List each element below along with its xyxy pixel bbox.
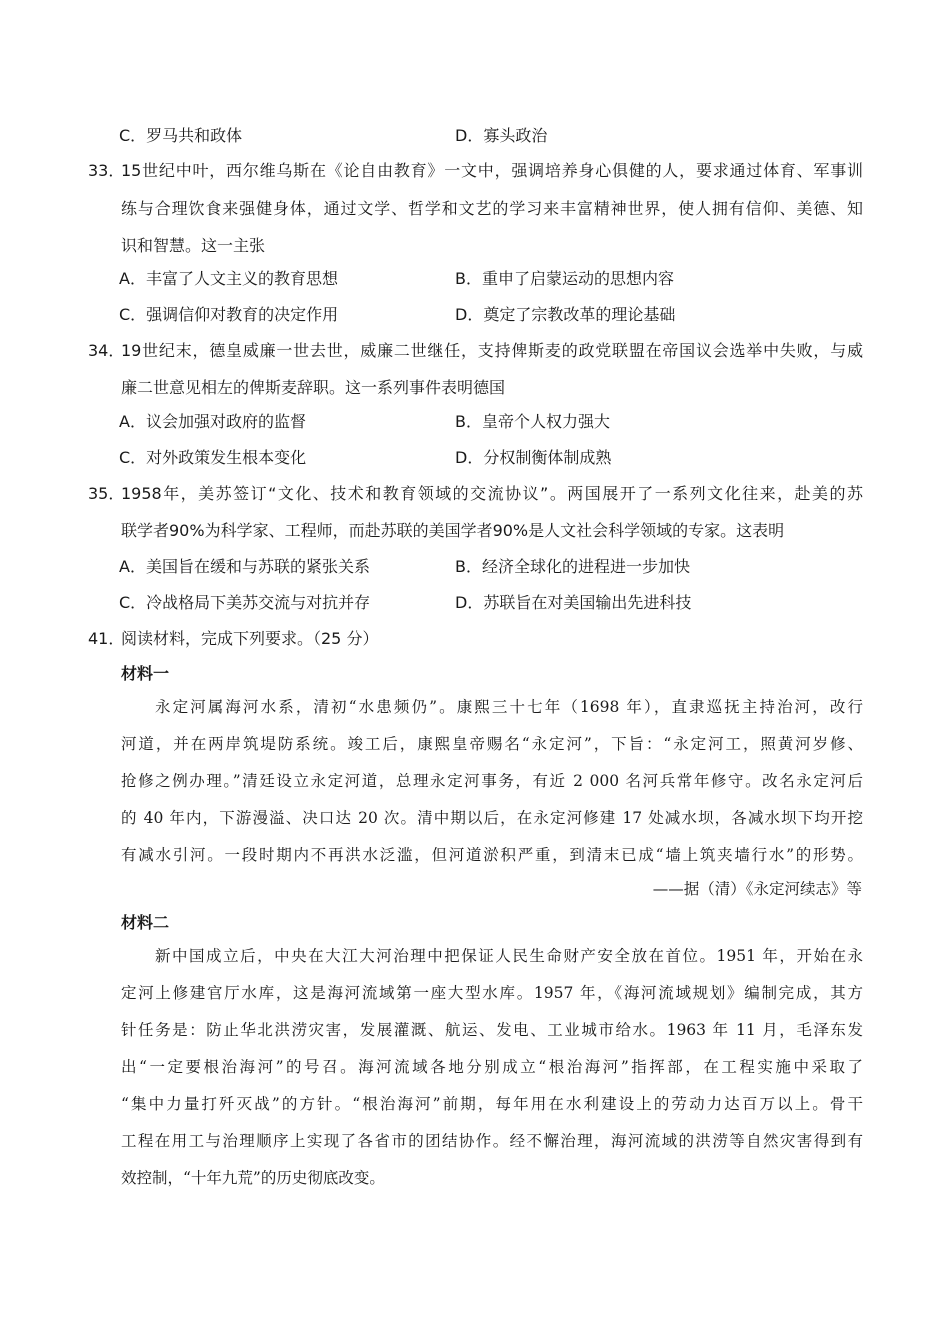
- material-1-line: 河道，并在两岸筑堤防系统。竣工后，康熙皇帝赐名“永定河”，下旨：“永定河工，照黄河岁修、: [121, 735, 863, 753]
- q35-option-b: B．经济全球化的进程进一步加快: [455, 557, 690, 576]
- q35-stem-line-1: 1958年，美苏签订“文化、技术和教育领域的交流协议”。两国展开了一系列文化往来，赴美的苏: [121, 484, 863, 503]
- q41-stem: 阅读材料，完成下列要求。（25 分）: [121, 629, 379, 648]
- q33-option-b: B．重申了启蒙运动的思想内容: [455, 269, 674, 288]
- q33-stem-line-1: 15世纪中叶，西尔维乌斯在《论自由教育》一文中，强调培养身心俱健的人，要求通过体育、军事训: [121, 161, 863, 180]
- q34-option-d: D．分权制衡体制成熟: [455, 448, 612, 467]
- q34-stem-line-2: 廉二世意见相左的俾斯麦辞职。这一系列事件表明德国: [121, 378, 506, 397]
- material-1-line: 抢修之例办理。”清廷设立永定河道，总理永定河事务，有近 2 000 名河兵常年修守。改名永定河后: [121, 772, 863, 790]
- material-1-heading: 材料一: [121, 664, 170, 683]
- q35-number: 35．: [88, 484, 125, 503]
- q35-option-c: C．冷战格局下美苏交流与对抗并存: [119, 593, 371, 612]
- q32-option-d: D．寡头政治: [455, 126, 548, 145]
- q34-option-a: A．议会加强对政府的监督: [119, 412, 306, 431]
- q35-option-d: D．苏联旨在对美国输出先进科技: [455, 593, 692, 612]
- q33-stem-line-2: 练与合理饮食来强健身体，通过文学、哲学和文艺的学习来丰富精神世界，使人拥有信仰、美德、知: [121, 199, 863, 218]
- q33-option-d: D．奠定了宗教改革的理论基础: [455, 305, 676, 324]
- material-1-source: ——据（清）《永定河续志》等: [652, 880, 862, 898]
- q35-stem-line-2: 联学者90%为科学家、工程师，而赴苏联的美国学者90%是人文社会科学领域的专家。这表明: [121, 521, 785, 540]
- q33-number: 33．: [88, 161, 125, 180]
- q34-stem-line-1: 19世纪末，德皇威廉一世去世，威廉二世继任，支持俾斯麦的政党联盟在帝国议会选举中失败，与威: [121, 341, 863, 360]
- q33-option-a: A．丰富了人文主义的教育思想: [119, 269, 338, 288]
- material-2-line: 针任务是：防止华北洪涝灾害，发展灌溉、航运、发电、工业城市给水。1963 年 11 月，毛泽东发: [121, 1021, 863, 1039]
- material-1-line: 永定河属海河水系，清初“水患频仍”。康熙三十七年（1698 年），直隶巡抚主持治河，改行: [155, 698, 863, 716]
- material-2-line: 定河上修建官厅水库，这是海河流域第一座大型水库。1957 年，《海河流域规划》编制完成，其方: [121, 984, 863, 1002]
- q41-number: 41．: [88, 629, 125, 648]
- material-2-line: 新中国成立后，中央在大江大河治理中把保证人民生命财产安全放在首位。1951 年，开始在永: [155, 947, 863, 965]
- q34-option-c: C．对外政策发生根本变化: [119, 448, 307, 467]
- q33-option-c: C．强调信仰对教育的决定作用: [119, 305, 339, 324]
- material-1-line: 的 40 年内，下游漫溢、决口达 20 次。清中期以后，在永定河修建 17 处减水坝，各减水坝下均开挖: [121, 809, 863, 827]
- material-2-line: 出“一定要根治海河”的号召。海河流域各地分别成立“根治海河”指挥部，在工程实施中采取了: [121, 1058, 863, 1076]
- q34-number: 34．: [88, 341, 125, 360]
- material-2-line: 工程在用工与治理顺序上实现了各省市的团结协作。经不懈治理，海河流域的洪涝等自然灾害得到有: [121, 1132, 863, 1150]
- material-2-line: “集中力量打歼灭战”的方针。“根治海河”前期，每年用在水利建设上的劳动力达百万以上。骨干: [121, 1095, 863, 1113]
- material-2-line: 效控制，“十年九荒”的历史彻底改变。: [121, 1169, 385, 1187]
- q32-option-c: C．罗马共和政体: [119, 126, 243, 145]
- q35-option-a: A．美国旨在缓和与苏联的紧张关系: [119, 557, 370, 576]
- q34-option-b: B．皇帝个人权力强大: [455, 412, 610, 431]
- material-2-heading: 材料二: [121, 913, 170, 932]
- q33-stem-line-3: 识和智慧。这一主张: [121, 236, 266, 255]
- material-1-line: 有减水引河。一段时期内不再洪水泛滥，但河道淤积严重，到清末已成“墙上筑夹墙行水”的形势。: [121, 846, 863, 864]
